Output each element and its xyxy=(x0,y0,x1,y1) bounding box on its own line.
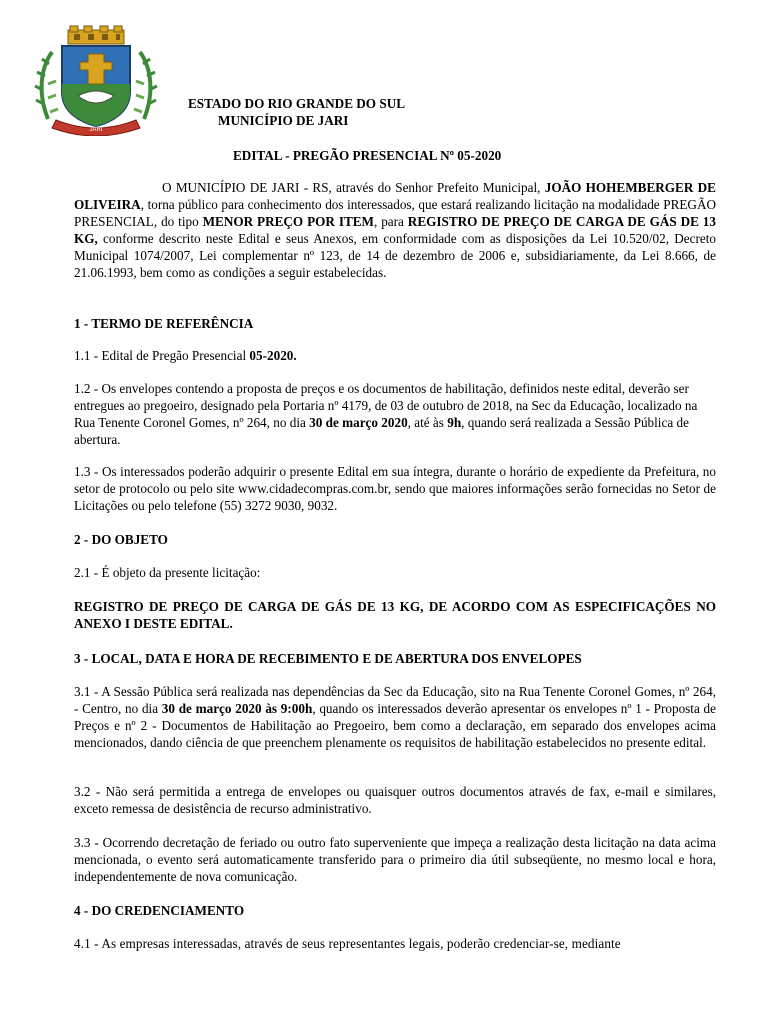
paragraph-3-3: 3.3 - Ocorrendo decretação de feriado ou outro fato superveniente que impeça a realização desta licitação na data acima mencionada, o evento será automaticamente transferido para o primeiro dia útil subseqüente, no mesmo local e hora, independentemente de nova comunicação. xyxy=(74,835,716,884)
section-3-heading: 3 - LOCAL, DATA E HORA DE RECEBIMENTO E DE ABERTURA DOS ENVELOPES xyxy=(74,651,582,666)
paragraph-2-1: 2.1 - É objeto da presente licitação: xyxy=(74,565,261,580)
paragraph-4-1: 4.1 - As empresas interessadas, através de seus representantes legais, poderão credenciar-se, mediante xyxy=(74,936,621,951)
crest-text: JARI xyxy=(89,127,103,133)
crown-icon xyxy=(68,26,124,44)
paragraph-1-1: 1.1 - Edital de Pregão Presencial 05-2020. xyxy=(74,348,297,363)
paragraph-1-3: 1.3 - Os interessados poderão adquirir o presente Edital em sua íntegra, durante o horário de expediente da Prefeitura, no setor de protocolo ou pelo site www.cidadecompras.com.br, sendo que maiores informações serão fornecidas no Setor de Licitações ou pelo telefone (55) 3272 9030, 9032. xyxy=(74,464,716,513)
municipality-name: MUNICÍPIO DE JARI xyxy=(218,113,349,128)
section-2-heading: 2 - DO OBJETO xyxy=(74,532,168,547)
state-name: ESTADO DO RIO GRANDE DO SUL xyxy=(188,96,406,111)
intro-paragraph: O MUNICÍPIO DE JARI - RS, através do Senhor Prefeito Municipal, JOÃO HOHEMBERGER DE OLIVEIRA, torna público para conhecimento dos interessados, que estará realizando licitação na modalidade PREGÃO PRESENCIAL, do tipo MENOR PREÇO POR ITEM, para REGISTRO DE PREÇO DE CARGA DE GÁS DE 13 KG, conforme descrito neste Edital e seus Anexos, em conformidade com as disposições da Lei 10.520/02, Decreto Municipal 1074/2007, Lei complementar nº 123, de 14 de dezembro de 2006 e, subsidiariamente, da Lei 8.666, de 21.06.1993, bem como as condições a seguir estabelecidas. xyxy=(74,180,716,280)
wheat-branch-left-icon xyxy=(35,52,58,119)
paragraph-3-2: 3.2 - Não será permitida a entrega de envelopes ou quaisquer outros documentos através de fax, e-mail e similares, exceto remessa de desistência de recurso administrativo. xyxy=(74,784,716,816)
paragraph-3-1: 3.1 - A Sessão Pública será realizada nas dependências da Sec da Educação, sito na Rua Tenente Coronel Gomes, nº 264, - Centro, no dia 30 de março 2020 às 9:00h, quando os interessados deverão apresentar os envelopes nº 1 - Proposta de Preços e nº 2 - Documentos de Habilitação ao Pregoeiro, bem como a declaração, em separado dos envelopes acima mencionados, dando ciência de que preenchem plenamente os requisitos de habilitação estabelecidos no presente edital. xyxy=(74,684,716,750)
page-title: EDITAL - PREGÃO PRESENCIAL Nº 05-2020 xyxy=(233,148,502,163)
paragraph-1-2: 1.2 - Os envelopes contendo a proposta de preços e os documentos de habilitação, definidos neste edital, deverão ser entregues ao pregoeiro, designado pela Portaria nº 4179, de 03 de outubro de 2018, na Sec da Educação, localizado na Rua Tenente Coronel Gomes, nº 264, no dia 30 de março 2020, até às 9h, quando será realizada a Sessão Pública de abertura. xyxy=(74,381,698,447)
object-statement: REGISTRO DE PREÇO DE CARGA DE GÁS DE 13 KG, DE ACORDO COM AS ESPECIFICAÇÕES NO ANEXO I DESTE EDITAL. xyxy=(74,599,716,631)
shield-icon xyxy=(62,46,130,126)
wheat-branch-right-icon xyxy=(134,52,157,119)
municipal-crest-logo xyxy=(30,24,162,136)
section-4-heading: 4 - DO CREDENCIAMENTO xyxy=(74,903,245,918)
section-1-heading: 1 - TERMO DE REFERÊNCIA xyxy=(74,316,254,331)
